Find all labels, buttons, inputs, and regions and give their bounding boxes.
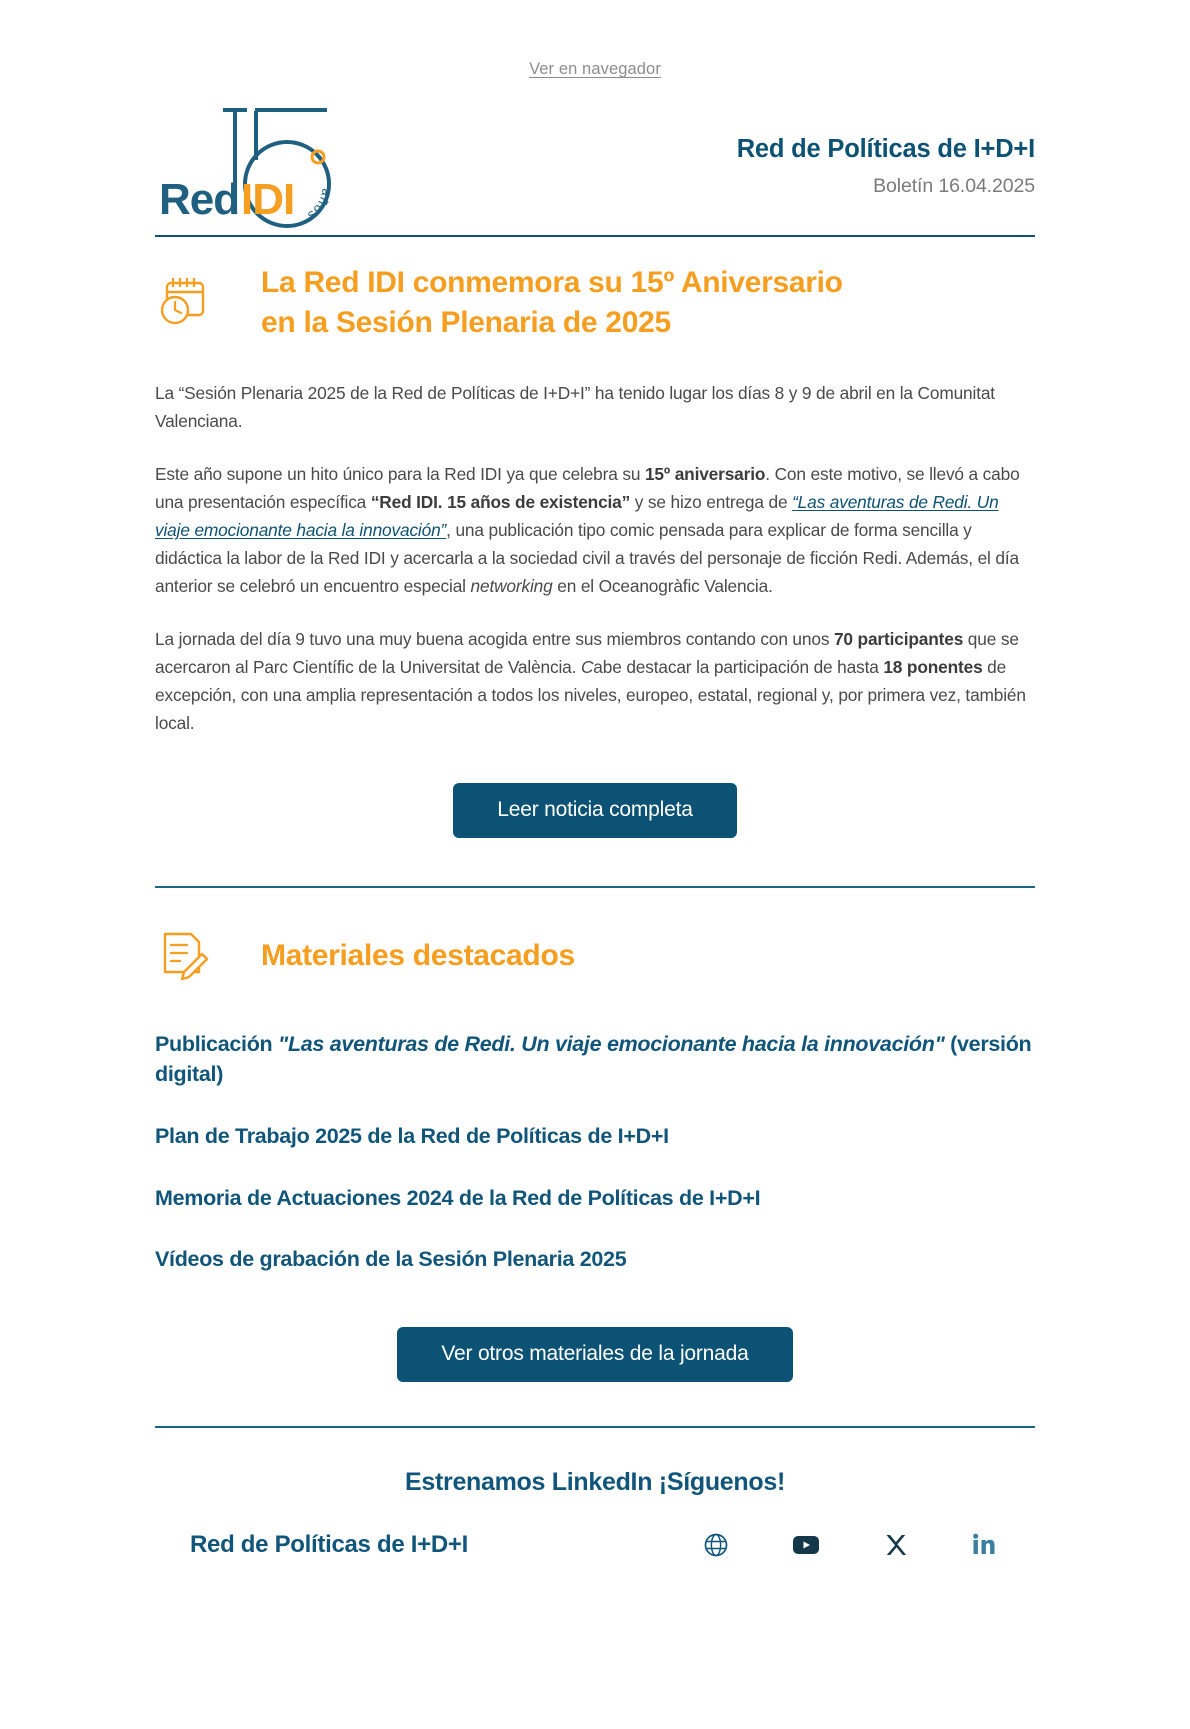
p2-part2: . Con este motivo, se llevó a cabo una presentación específica: [155, 463, 1020, 512]
materials-cta-row: [0, 1327, 1190, 1382]
material-link-publicacion[interactable]: [155, 1029, 1035, 1090]
materials-section-divider: [155, 886, 1035, 888]
paragraph-2: [155, 460, 1035, 600]
follow-us-heading: Estrenamos LinkedIn ¡Síguenos!: [405, 1467, 785, 1496]
article-cta-row: [0, 783, 1190, 838]
web-globe-icon[interactable]: [703, 1532, 729, 1558]
headline-line-1: La Red IDI conmemora su 15º Aniversario: [261, 266, 843, 299]
document-pencil-icon: [155, 926, 213, 987]
p2-part5: en el Oceanogràfic Valencia.: [552, 575, 773, 596]
p3-bold-participants: 70 participantes: [833, 628, 964, 649]
p3-part1: La jornada del día 9 tuvo una muy buena acogida entre sus miembros contando con unos: [155, 628, 834, 649]
paragraph-3: [155, 625, 1035, 737]
p2-part3: y se hizo entrega de: [630, 491, 793, 512]
p2-bold-presentation: “Red IDI. 15 años de existencia”: [370, 491, 631, 512]
p3-part3: abe destacar la participación de hasta: [593, 656, 884, 677]
organization-title: Red de Políticas de I+D+I: [736, 134, 1035, 163]
p2-italic-networking: networking: [470, 575, 553, 596]
materials-section-title: Materiales destacados: [261, 939, 575, 973]
footer-divider: [155, 1426, 1035, 1428]
paragraph-1-text: La “Sesión Plenaria 2025 de la Red de Políticas de I+D+I” ha tenido lugar los días 8 y 9 de abril en la Comunitat Valenciana.: [155, 382, 995, 431]
material-0-suffix: (versión digital): [155, 1031, 1032, 1087]
linkedin-icon[interactable]: [971, 1532, 997, 1558]
materials-list: [0, 1029, 1190, 1275]
p3-part4: de excepción, con una amplia representación a todos los niveles, europeo, estatal, regional y, por primera vez, también local.: [155, 656, 1026, 733]
svg-text:IDI: IDI: [241, 174, 295, 224]
redidi-logo[interactable]: [155, 102, 345, 237]
social-links: [703, 1532, 1005, 1558]
article-body: [0, 379, 1190, 737]
view-in-browser-link[interactable]: Ver en navegador: [529, 60, 661, 78]
preheader: [0, 0, 1190, 85]
footer-bar: [0, 1531, 1190, 1559]
p3-bold-speakers: 18 ponentes: [883, 656, 983, 677]
read-full-article-button[interactable]: Leer noticia completa: [453, 783, 736, 838]
headline-line-2: en la Sesión Plenaria de 2025: [261, 305, 671, 339]
x-twitter-icon[interactable]: [883, 1532, 909, 1558]
material-link-videos[interactable]: [155, 1244, 1035, 1275]
paragraph-1: [155, 379, 1035, 435]
p2-bold-anniversary: 15º aniversario: [644, 463, 766, 484]
redidi-logo-graphic: [155, 102, 345, 237]
p2-part4: , una publicación tipo comic pensada para explicar de forma sencilla y didáctica la labor de la Red IDI y acercarla a la sociedad civil a través del personaje de ficción Redi. Además, el día anterior se celebró un encuentro especial: [155, 519, 1019, 596]
bulletin-date: Boletín 16.04.2025: [873, 174, 1035, 197]
p3-italic-c: C: [580, 656, 594, 677]
material-link-plan-trabajo[interactable]: [155, 1121, 1035, 1152]
p3-part2: que se acercaron al Parc Científic de la Universitat de València.: [155, 628, 1019, 677]
footer-brand: Red de Políticas de I+D+I: [190, 1530, 468, 1558]
header: [0, 85, 1190, 235]
view-other-materials-button[interactable]: Ver otros materiales de la jornada: [397, 1327, 792, 1382]
p2-part1: Este año supone un hito único para la Red IDI ya que celebra su: [155, 463, 645, 484]
svg-text:años: años: [304, 186, 335, 224]
material-0-italic: "Las aventuras de Redi. Un viaje emocionante hacia la innovación": [278, 1031, 945, 1056]
header-text-block: [737, 135, 1035, 204]
youtube-icon[interactable]: [791, 1532, 821, 1558]
material-1-prefix: Plan de Trabajo 2025 de la Red de Políticas de I+D+I: [155, 1123, 669, 1148]
material-2-prefix: Memoria de Actuaciones 2024 de la Red de Políticas de I+D+I: [155, 1185, 761, 1210]
material-3-prefix: Vídeos de grabación de la Sesión Plenaria 2025: [155, 1247, 627, 1272]
material-0-prefix: Publicación: [155, 1031, 279, 1056]
svg-text:Red: Red: [159, 174, 240, 224]
publication-link[interactable]: “Las aventuras de Redi. Un viaje emocionante hacia la innovación”: [155, 491, 999, 540]
article-headline: [239, 263, 843, 343]
materials-header-row: [0, 926, 1190, 987]
calendar-clock-icon: [155, 263, 213, 332]
article-headline-row: [0, 237, 1190, 343]
material-link-memoria[interactable]: [155, 1183, 1035, 1214]
